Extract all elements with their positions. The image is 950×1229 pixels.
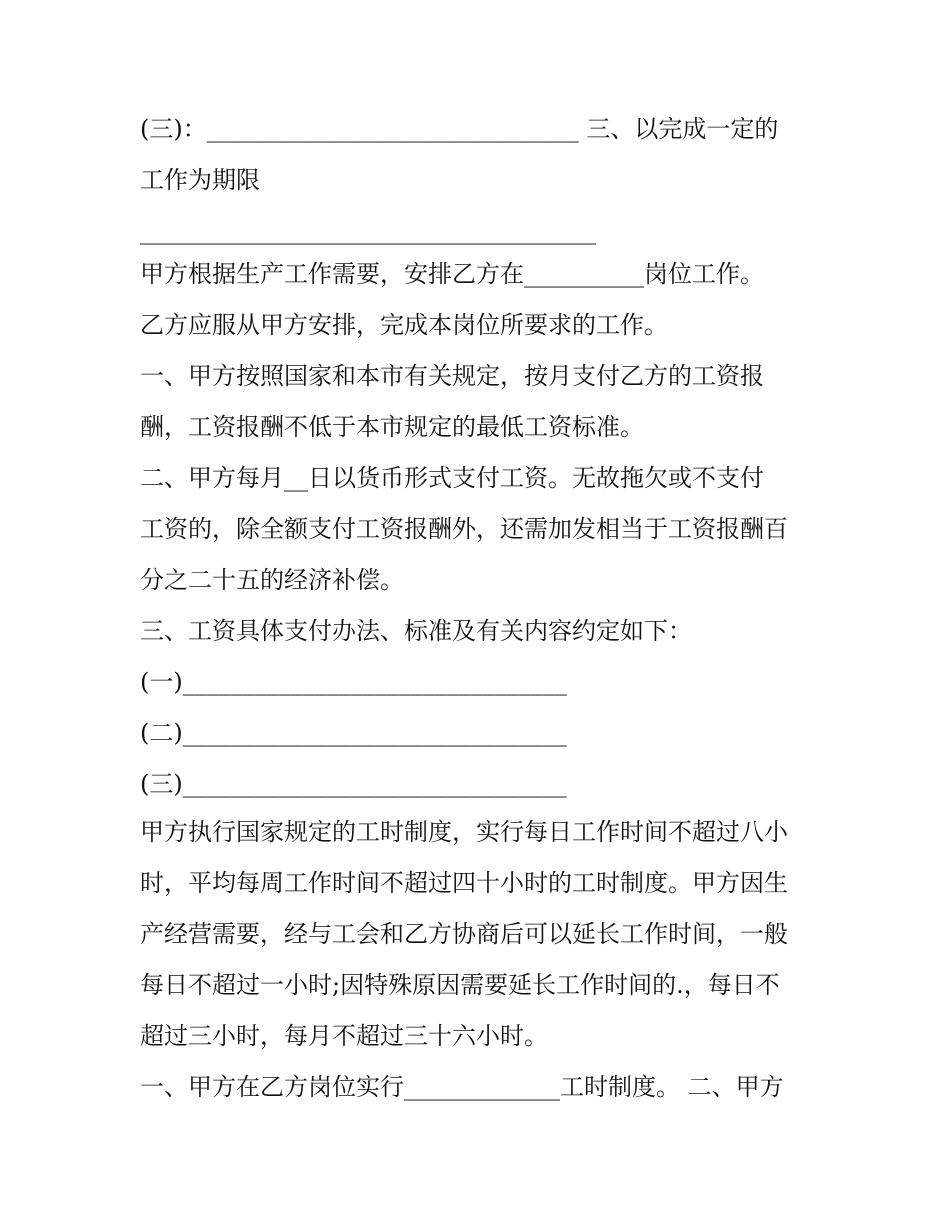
text-line: 二、甲方每月__日以货币形式支付工资。无故拖欠或不支付	[140, 464, 764, 492]
text-line: 一、甲方在乙方岗位实行_____________工时制度。 二、甲方	[140, 1073, 784, 1101]
text-line: ______________________________________	[140, 217, 596, 245]
text-line: 超过三小时，每月不超过三十六小时。	[140, 1022, 548, 1050]
text-line: 时，平均每周工作时间不超过四十小时的工时制度。甲方因生	[140, 869, 788, 897]
text-line: 乙方应服从甲方安排，完成本岗位所要求的工作。	[140, 311, 668, 339]
text-line: 每日不超过一小时;因特殊原因需要延长工作时间的.，每日不	[140, 971, 780, 999]
text-line: (二)________________________________	[140, 719, 567, 747]
text-line: 三、工资具体支付办法、标准及有关内容约定如下：	[140, 617, 692, 645]
text-line: (三)：_______________________________ 三、以完成一定的	[140, 115, 779, 143]
text-line: 分之二十五的经济补偿。	[140, 566, 404, 594]
text-line: 一、甲方按照国家和本市有关规定，按月支付乙方的工资报	[140, 362, 764, 390]
text-line: 工资的，除全额支付工资报酬外，还需加发相当于工资报酬百	[140, 515, 788, 543]
text-line: 甲方执行国家规定的工时制度，实行每日工作时间不超过八小	[140, 818, 788, 846]
text-line: 酬，工资报酬不低于本市规定的最低工资标准。	[140, 413, 644, 441]
text-line: 产经营需要，经与工会和乙方协商后可以延长工作时间，一般	[140, 920, 788, 948]
text-line: 甲方根据生产工作需要，安排乙方在__________岗位工作。	[140, 260, 764, 288]
text-line: (一)________________________________	[140, 668, 567, 696]
text-line: (三)________________________________	[140, 770, 567, 798]
text-line: 工作为期限	[140, 166, 260, 194]
